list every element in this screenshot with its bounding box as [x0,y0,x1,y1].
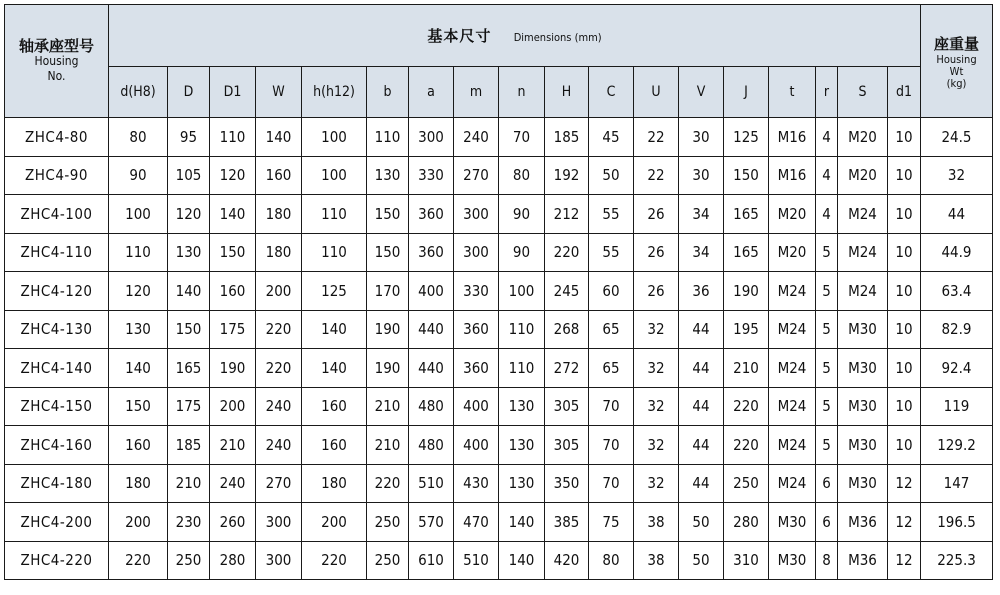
column-header: H [545,67,589,118]
dimension-cell: 44 [679,310,724,349]
dimension-cell: 120 [210,156,256,195]
dimension-cell: 245 [545,272,589,311]
table-row [5,503,993,542]
dimension-cell: 250 [724,464,769,503]
column-header: b [367,67,409,118]
dimension-cell: 430 [454,464,499,503]
dimension-cell: 240 [256,387,302,426]
dimension-cell: M20 [769,195,816,234]
dimension-cell: M20 [838,118,888,157]
dimension-cell: 330 [409,156,454,195]
housing-weight-cell: 32 [921,156,993,195]
dimension-cell: 5 [816,387,838,426]
table-row [5,387,993,426]
dimension-cell: M36 [838,541,888,580]
dimension-cell: 140 [109,349,168,388]
dimension-cell: 140 [499,541,545,580]
dimension-cell: 440 [409,310,454,349]
dimension-cell: 110 [210,118,256,157]
dimensions-header [109,5,921,67]
dimension-cell: 95 [168,118,210,157]
dimension-cell: M30 [838,387,888,426]
dimension-cell: 268 [545,310,589,349]
dimension-cell: 510 [409,464,454,503]
dimension-cell: 4 [816,195,838,234]
dimension-cell: 5 [816,349,838,388]
dimensions-header-en: Dimensions (mm) [513,31,602,44]
dimension-cell: 150 [367,233,409,272]
housing-weight-cell: 225.3 [921,541,993,580]
table-row [5,156,993,195]
dimension-cell: M30 [769,541,816,580]
dimension-cell: 360 [454,349,499,388]
dimension-cell: 8 [816,541,838,580]
dimension-cell: 200 [256,272,302,311]
column-header: D [168,67,210,118]
housing-model-cell: ZHC4-160 [5,426,109,465]
dimension-cell: 180 [109,464,168,503]
table-row [5,349,993,388]
dimension-cell: 100 [302,118,367,157]
dimension-cell: 350 [545,464,589,503]
housing-no-header-en1: Housing [34,53,79,68]
column-header: S [838,67,888,118]
dimension-cell: 12 [888,541,921,580]
dimension-cell: M24 [838,195,888,234]
dimension-cell: 10 [888,310,921,349]
dimension-cell: 300 [409,118,454,157]
dimension-cell: 160 [302,387,367,426]
dimension-cell: 220 [256,349,302,388]
dimension-cell: 140 [302,349,367,388]
dimension-cell: 120 [168,195,210,234]
dimension-cell: 44 [679,426,724,465]
dimension-cell: 125 [302,272,367,311]
table-row [5,541,993,580]
dimension-cell: 190 [367,310,409,349]
dimension-cell: 165 [168,349,210,388]
housing-model-cell: ZHC4-220 [5,541,109,580]
dimension-cell: 260 [210,503,256,542]
dimension-cell: 10 [888,195,921,234]
dimension-cell: 60 [589,272,634,311]
dimension-cell: 510 [454,541,499,580]
dimension-cell: 80 [499,156,545,195]
table-row [5,272,993,311]
dimension-cell: 610 [409,541,454,580]
dimension-cell: 10 [888,233,921,272]
dimension-cell: 185 [168,426,210,465]
housing-weight-header-en1: Housing [936,52,977,66]
dimension-cell: 140 [499,503,545,542]
dimension-cell: M30 [769,503,816,542]
dimension-cell: M24 [769,349,816,388]
dimension-cell: 130 [367,156,409,195]
table-row [5,118,993,157]
dimension-cell: 22 [634,118,679,157]
dimension-cell: 230 [168,503,210,542]
column-header: r [816,67,838,118]
table-row [5,426,993,465]
dimension-cell: 10 [888,349,921,388]
dimension-cell: 4 [816,156,838,195]
dimension-cell: 26 [634,195,679,234]
dimension-cell: 440 [409,349,454,388]
column-header: d1 [888,67,921,118]
dimension-cell: M30 [838,464,888,503]
housing-weight-cell: 82.9 [921,310,993,349]
dimension-cell: 210 [367,426,409,465]
housing-no-header-zh: 轴承座型号 [18,36,94,55]
housing-weight-cell: 92.4 [921,349,993,388]
dimension-cell: 180 [302,464,367,503]
dimension-cell: 200 [210,387,256,426]
housing-no-header [5,5,109,118]
dimension-cell: 180 [256,233,302,272]
dimension-cell: 12 [888,503,921,542]
dimension-cell: M30 [838,426,888,465]
dimension-cell: 400 [409,272,454,311]
dimension-cell: 140 [168,272,210,311]
dimension-cell: 10 [888,272,921,311]
dimension-cell: 200 [302,503,367,542]
dimension-cell: M16 [769,118,816,157]
dimension-cell: 300 [454,233,499,272]
dimension-cell: 130 [499,426,545,465]
dimension-cell: 140 [256,118,302,157]
column-header-row [5,67,993,118]
dimension-cell: 120 [109,272,168,311]
dimension-cell: 110 [302,233,367,272]
dimensions-header-zh: 基本尺寸 [427,27,492,45]
housing-weight-cell: 63.4 [921,272,993,311]
dimension-cell: 190 [367,349,409,388]
dimension-cell: 360 [454,310,499,349]
dimension-cell: 300 [256,503,302,542]
dimension-cell: 140 [302,310,367,349]
dimension-cell: 300 [256,541,302,580]
dimension-cell: M24 [769,310,816,349]
housing-weight-cell: 24.5 [921,118,993,157]
dimension-cell: 400 [454,387,499,426]
dimension-cell: 210 [168,464,210,503]
dimension-cell: 130 [499,464,545,503]
dimension-cell: 480 [409,426,454,465]
dimension-cell: 385 [545,503,589,542]
dimension-cell: 30 [679,156,724,195]
dimension-cell: 175 [210,310,256,349]
dimension-cell: M30 [838,349,888,388]
dimension-cell: 210 [724,349,769,388]
housing-no-header-en2: No. [47,68,66,83]
column-header: D1 [210,67,256,118]
dimension-cell: 360 [409,233,454,272]
dimension-cell: M20 [769,233,816,272]
column-header: t [769,67,816,118]
dimension-cell: 90 [109,156,168,195]
dimension-cell: 250 [367,503,409,542]
dimension-cell: 270 [256,464,302,503]
dimension-cell: 55 [589,233,634,272]
dimension-cell: 200 [109,503,168,542]
dimension-cell: 192 [545,156,589,195]
dimension-cell: 400 [454,426,499,465]
dimension-cell: 270 [454,156,499,195]
dimension-cell: 38 [634,503,679,542]
column-header: a [409,67,454,118]
dimension-cell: 150 [210,233,256,272]
housing-model-cell: ZHC4-80 [5,118,109,157]
dimension-cell: 570 [409,503,454,542]
dimension-cell: 220 [724,426,769,465]
dimension-cell: 220 [545,233,589,272]
dimension-cell: 70 [589,464,634,503]
dimension-cell: 190 [724,272,769,311]
housing-weight-header-en3: (kg) [946,76,967,90]
dimension-cell: 160 [210,272,256,311]
dimension-cell: 50 [589,156,634,195]
dimension-cell: 220 [367,464,409,503]
housing-weight-cell: 119 [921,387,993,426]
dimension-cell: M30 [838,310,888,349]
dimension-cell: 125 [724,118,769,157]
dimension-cell: 165 [724,233,769,272]
dimension-cell: 160 [302,426,367,465]
housing-model-cell: ZHC4-110 [5,233,109,272]
dimension-cell: 50 [679,503,724,542]
dimension-cell: 75 [589,503,634,542]
dimension-cell: 6 [816,464,838,503]
dimension-cell: 70 [589,387,634,426]
dimension-cell: 130 [168,233,210,272]
dimension-cell: 12 [888,464,921,503]
dimension-cell: 80 [589,541,634,580]
dimension-cell: 44 [679,349,724,388]
dimension-cell: 185 [545,118,589,157]
dimension-cell: 45 [589,118,634,157]
dimension-cell: 50 [679,541,724,580]
dimension-cell: 280 [210,541,256,580]
dimension-cell: 150 [367,195,409,234]
dimension-cell: 180 [256,195,302,234]
dimension-cell: 175 [168,387,210,426]
housing-dimension-table [4,4,993,580]
dimension-cell: 110 [367,118,409,157]
housing-model-cell: ZHC4-200 [5,503,109,542]
dimension-cell: 170 [367,272,409,311]
dimension-cell: 70 [499,118,545,157]
dimension-cell: 212 [545,195,589,234]
dimension-cell: 470 [454,503,499,542]
column-header: U [634,67,679,118]
dimension-cell: M24 [838,233,888,272]
dimension-cell: 240 [210,464,256,503]
dimension-cell: M20 [838,156,888,195]
dimension-cell: 5 [816,233,838,272]
dimension-cell: 10 [888,156,921,195]
dimension-cell: 55 [589,195,634,234]
dimension-cell: 38 [634,541,679,580]
dimension-cell: 220 [109,541,168,580]
dimension-cell: 90 [499,195,545,234]
dimension-cell: 10 [888,118,921,157]
dimension-cell: 32 [634,464,679,503]
dimension-cell: 44 [679,387,724,426]
dimension-cell: 70 [589,426,634,465]
column-header: d(H8) [109,67,168,118]
dimension-cell: M24 [769,426,816,465]
housing-weight-header [921,5,993,118]
dimension-cell: 130 [499,387,545,426]
dimension-cell: 110 [302,195,367,234]
dimension-cell: 110 [109,233,168,272]
dimension-cell: 5 [816,310,838,349]
column-header: h(h12) [302,67,367,118]
dimension-cell: 100 [302,156,367,195]
dimension-cell: 5 [816,272,838,311]
dimension-cell: 310 [724,541,769,580]
dimension-cell: 220 [256,310,302,349]
dimension-cell: M24 [769,387,816,426]
dimension-cell: 44 [679,464,724,503]
housing-model-cell: ZHC4-120 [5,272,109,311]
housing-model-cell: ZHC4-90 [5,156,109,195]
dimension-cell: 32 [634,349,679,388]
housing-model-cell: ZHC4-100 [5,195,109,234]
table-body [5,118,993,580]
dimension-cell: M24 [769,272,816,311]
dimension-cell: 5 [816,426,838,465]
dimension-cell: 105 [168,156,210,195]
dimension-cell: 220 [302,541,367,580]
dimension-cell: 480 [409,387,454,426]
dimension-cell: 195 [724,310,769,349]
dimension-cell: 220 [724,387,769,426]
table-row [5,195,993,234]
dimension-cell: 34 [679,195,724,234]
housing-weight-cell: 44.9 [921,233,993,272]
dimension-cell: 10 [888,426,921,465]
table-row [5,310,993,349]
dimension-cell: 165 [724,195,769,234]
housing-weight-header-en2: Wt [949,64,964,78]
dimension-cell: 190 [210,349,256,388]
dimension-cell: 34 [679,233,724,272]
dimension-cell: 26 [634,272,679,311]
column-header: n [499,67,545,118]
dimension-cell: 4 [816,118,838,157]
dimension-cell: 32 [634,310,679,349]
dimension-cell: 65 [589,349,634,388]
housing-weight-cell: 44 [921,195,993,234]
dimension-cell: 280 [724,503,769,542]
spec-table-container [4,4,993,580]
housing-model-cell: ZHC4-180 [5,464,109,503]
dimension-cell: 140 [210,195,256,234]
column-header: C [589,67,634,118]
dimension-cell: 160 [256,156,302,195]
dimension-cell: 36 [679,272,724,311]
dimension-cell: 150 [109,387,168,426]
dimension-cell: 420 [545,541,589,580]
dimension-cell: 150 [724,156,769,195]
dimension-cell: 240 [256,426,302,465]
dimension-cell: 160 [109,426,168,465]
dimension-cell: 100 [499,272,545,311]
dimension-cell: 360 [409,195,454,234]
dimension-cell: M36 [838,503,888,542]
header-row-top [5,5,993,67]
housing-weight-cell: 147 [921,464,993,503]
dimension-cell: 300 [454,195,499,234]
dimension-cell: M16 [769,156,816,195]
dimension-cell: 330 [454,272,499,311]
housing-weight-cell: 196.5 [921,503,993,542]
dimension-cell: 110 [499,310,545,349]
dimension-cell: 272 [545,349,589,388]
dimension-cell: 210 [210,426,256,465]
dimension-cell: M24 [838,272,888,311]
dimension-cell: 210 [367,387,409,426]
table-row [5,233,993,272]
dimension-cell: 30 [679,118,724,157]
dimension-cell: 305 [545,426,589,465]
dimension-cell: 26 [634,233,679,272]
dimension-cell: 6 [816,503,838,542]
dimension-cell: 32 [634,426,679,465]
dimension-cell: 80 [109,118,168,157]
table-row [5,464,993,503]
dimension-cell: M24 [769,464,816,503]
housing-weight-cell: 129.2 [921,426,993,465]
dimension-cell: 22 [634,156,679,195]
dimension-cell: 100 [109,195,168,234]
dimension-cell: 65 [589,310,634,349]
dimension-cell: 10 [888,387,921,426]
dimension-cell: 90 [499,233,545,272]
dimension-cell: 250 [168,541,210,580]
column-header: J [724,67,769,118]
dimension-cell: 110 [499,349,545,388]
housing-model-cell: ZHC4-150 [5,387,109,426]
dimension-cell: 305 [545,387,589,426]
housing-model-cell: ZHC4-130 [5,310,109,349]
housing-model-cell: ZHC4-140 [5,349,109,388]
housing-weight-header-zh: 座重量 [933,34,979,53]
dimension-cell: 250 [367,541,409,580]
dimension-cell: 150 [168,310,210,349]
dimension-cell: 240 [454,118,499,157]
dimension-cell: 130 [109,310,168,349]
column-header: V [679,67,724,118]
dimension-cell: 32 [634,387,679,426]
column-header: m [454,67,499,118]
column-header: W [256,67,302,118]
